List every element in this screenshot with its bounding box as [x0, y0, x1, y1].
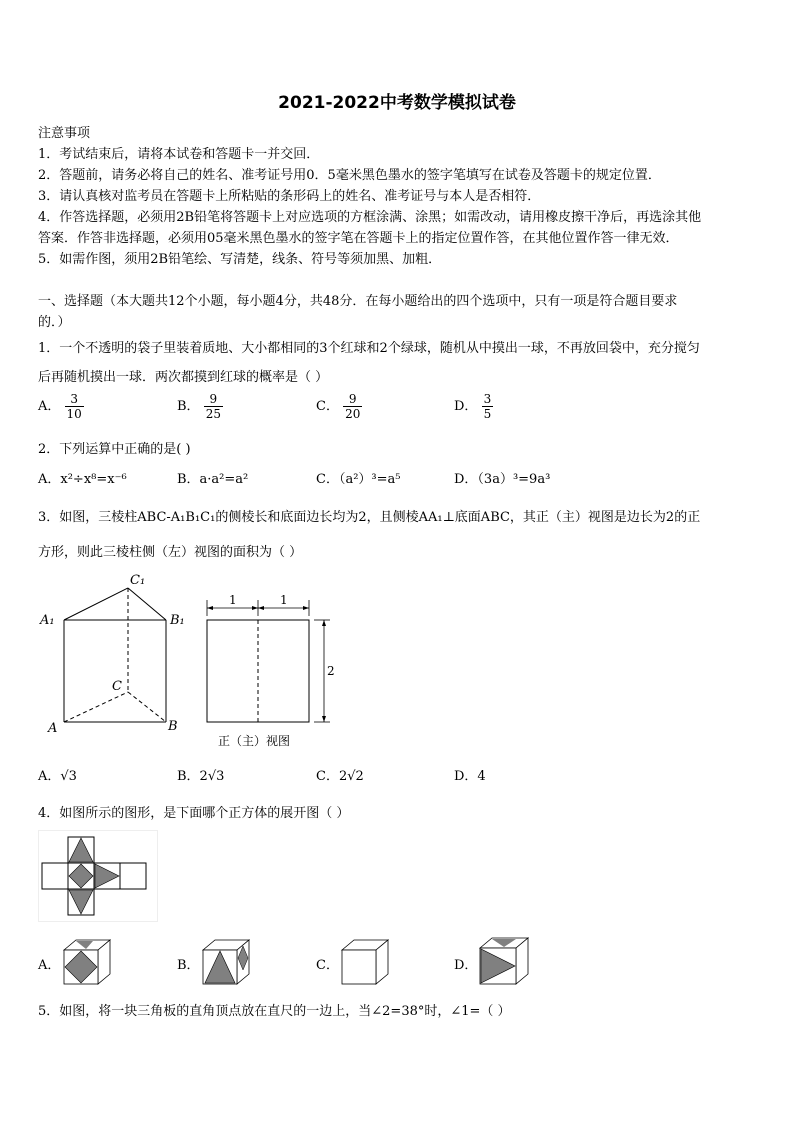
q2-option-c[interactable]: C．（a²）³=a⁵ [316, 472, 401, 487]
section-heading: 一、选择题（本大题共12个小题，每小题4分，共48分．在每小题给出的四个选项中，只有一项是符合题目要求 [38, 294, 678, 309]
question-5: 5．如图，将一块三角板的直角顶点放在直尺的一边上，当∠2=38°时，∠1=（ ） [38, 1004, 511, 1019]
cube-net-figure [38, 830, 158, 922]
prism-figure [36, 570, 346, 752]
q4-option-d[interactable]: D． [454, 958, 478, 973]
notes-heading: 注意事项 [38, 126, 91, 141]
fraction: $\frac{9}{25}$ [205, 392, 221, 421]
question-1-cont: 后再随机摸出一球．两次都摸到红球的概率是（ ） [38, 370, 329, 385]
label-a: A [48, 721, 58, 736]
label-b1: B₁ [170, 613, 185, 628]
q3-option-d[interactable]: D．4 [454, 769, 486, 784]
q4-option-a[interactable]: A． [38, 958, 61, 973]
question-3-cont: 方形，则此三棱柱侧（左）视图的面积为（ ） [38, 545, 303, 560]
note-item: 答案．作答非选择题，必须用05毫米黑色墨水的签字笔在答题卡上的指定位置作答，在其他位置作答一律无效． [38, 231, 679, 246]
q1-option-d[interactable]: D． $\frac{3}{5}$ [454, 392, 492, 421]
question-4: 4．如图所示的图形，是下面哪个正方体的展开图（ ） [38, 806, 350, 821]
label-c: C [112, 679, 122, 694]
q1-option-a[interactable]: A． $\frac{3}{10}$ [38, 392, 82, 421]
label-a1: A₁ [40, 613, 55, 628]
dim-1b: 1 [280, 593, 288, 607]
label-b: B [168, 719, 178, 734]
cube-option-c-icon [340, 938, 390, 986]
page-title: 2021-2022中考数学模拟试卷 [278, 93, 516, 113]
dim-2: 2 [327, 664, 335, 678]
cube-option-b-icon [201, 938, 251, 986]
dim-1a: 1 [229, 593, 237, 607]
question-2: 2．下列运算中正确的是( ) [38, 442, 191, 457]
q1-option-c[interactable]: C． $\frac{9}{20}$ [316, 392, 361, 421]
fraction: $\frac{9}{20}$ [345, 392, 361, 421]
q4-option-c[interactable]: C． [316, 958, 339, 973]
q3-option-a[interactable]: A．√3 [38, 769, 77, 784]
figure-caption: 正（主）视图 [218, 734, 291, 748]
cube-option-d-icon [478, 936, 532, 986]
note-item: 4．作答选择题，必须用2B铅笔将答题卡上对应选项的方框涂满、涂黑；如需改动，请用橡皮擦干净后，再选涂其他 [38, 210, 702, 225]
label-c1: C₁ [130, 573, 146, 588]
q2-option-a[interactable]: A．x²÷x⁸=x⁻⁶ [38, 472, 127, 487]
fraction: $\frac{3}{5}$ [483, 392, 492, 421]
question-1: 1．一个不透明的袋子里装着质地、大小都相同的3个红球和2个绿球，随机从中摸出一球，不再放回袋中，充分搅匀 [38, 341, 700, 356]
cube-option-a-icon [62, 938, 112, 986]
q2-option-d[interactable]: D．（3a）³=9a³ [454, 472, 551, 487]
section-heading-cont: 的．） [38, 315, 71, 330]
note-item: 2．答题前，请务必将自己的姓名、准考证号用0．5毫米黑色墨水的签字笔填写在试卷及答题卡的规定位置． [38, 168, 661, 183]
q3-option-c[interactable]: C．2√2 [316, 769, 364, 784]
note-item: 3．请认真核对监考员在答题卡上所粘贴的条形码上的姓名、准考证号与本人是否相符． [38, 189, 541, 204]
q2-option-b[interactable]: B．a·a²=a² [177, 472, 249, 487]
q1-option-b[interactable]: B． $\frac{9}{25}$ [177, 392, 221, 421]
question-3: 3．如图，三棱柱ABC-A₁B₁C₁的侧棱长和底面边长均为2，且侧棱AA₁⊥底面ABC，其正（主）视图是边长为2的正 [38, 510, 701, 525]
q3-option-b[interactable]: B．2√3 [177, 769, 225, 784]
fraction: $\frac{3}{10}$ [66, 392, 82, 421]
note-item: 5．如需作图，须用2B铅笔绘、写清楚，线条、符号等须加黑、加粗． [38, 252, 442, 267]
q4-option-b[interactable]: B． [177, 958, 200, 973]
note-item: 1．考试结束后，请将本试卷和答题卡一并交回． [38, 147, 320, 162]
